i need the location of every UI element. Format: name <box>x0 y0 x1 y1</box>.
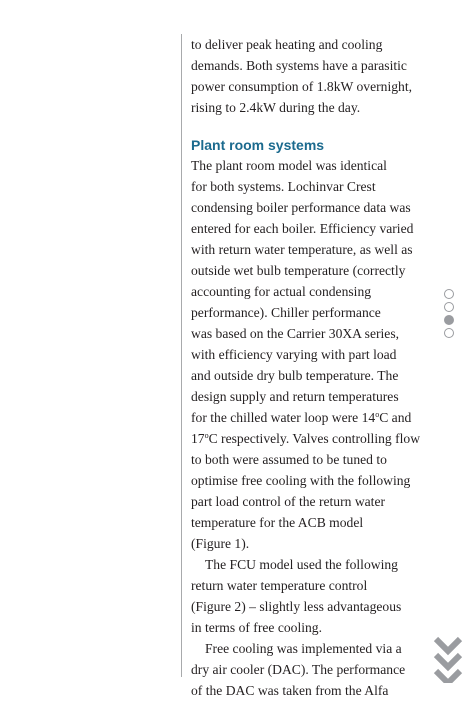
intro-line: to deliver peak heating and cooling <box>191 37 383 52</box>
paragraph-line: Free cooling was implemented via a <box>205 641 402 656</box>
column-divider <box>181 34 182 677</box>
temp-mid: C and <box>379 410 412 425</box>
page-dot[interactable] <box>444 289 454 299</box>
intro-line: demands. Both systems have a parasitic <box>191 58 407 73</box>
paragraph-line: in terms of free cooling. <box>191 620 322 635</box>
body-line: was based on the Carrier 30XA series, <box>191 326 400 341</box>
temperature-line <box>191 431 420 447</box>
paragraph-line: of the DAC was taken from the Alfa <box>191 683 389 698</box>
page-dot[interactable] <box>444 302 454 312</box>
body-line: with return water temperature, as well as <box>191 242 413 257</box>
temp-prefix: for the chilled water loop were 14 <box>191 410 376 425</box>
body-line: with efficiency varying with part load <box>191 347 397 362</box>
page-indicator[interactable] <box>444 289 458 341</box>
body-line: entered for each boiler. Efficiency varied <box>191 221 414 236</box>
temperature-line <box>191 410 411 426</box>
temp-suffix: C respectively. Valves controlling flow <box>208 431 421 446</box>
body-line: design supply and return temperatures <box>191 389 399 404</box>
degree-superscript: o <box>204 431 209 440</box>
paragraph-line: (Figure 2) – slightly less advantageous <box>191 599 402 614</box>
body-line: to both were assumed to be tuned to <box>191 452 387 467</box>
double-chevron-down-icon[interactable] <box>433 635 463 688</box>
body-line: The plant room model was identical <box>191 158 387 173</box>
body-line: outside wet bulb temperature (correctly <box>191 263 406 278</box>
body-line: condensing boiler performance data was <box>191 200 411 215</box>
paragraph-line: return water temperature control <box>191 578 368 593</box>
temp-value: 17 <box>191 431 205 446</box>
paragraph-line: dry air cooler (DAC). The performance <box>191 662 406 677</box>
body-line: and outside dry bulb temperature. The <box>191 368 399 383</box>
section-heading: Plant room systems <box>191 137 325 153</box>
paragraph-line: The FCU model used the following <box>205 557 398 572</box>
intro-line: power consumption of 1.8kW overnight, <box>191 79 412 94</box>
body-line: accounting for actual condensing <box>191 284 372 299</box>
body-line: performance). Chiller performance <box>191 305 381 320</box>
body-line: part load control of the return water <box>191 494 386 509</box>
page-dot[interactable] <box>444 328 454 338</box>
body-line: optimise free cooling with the following <box>191 473 411 488</box>
degree-superscript: o <box>375 410 380 419</box>
body-line: for both systems. Lochinvar Crest <box>191 179 376 194</box>
body-line: (Figure 1). <box>191 536 250 551</box>
intro-line: rising to 2.4kW during the day. <box>191 100 361 115</box>
page-dot-active[interactable] <box>444 315 454 325</box>
body-line: temperature for the ACB model <box>191 515 364 530</box>
